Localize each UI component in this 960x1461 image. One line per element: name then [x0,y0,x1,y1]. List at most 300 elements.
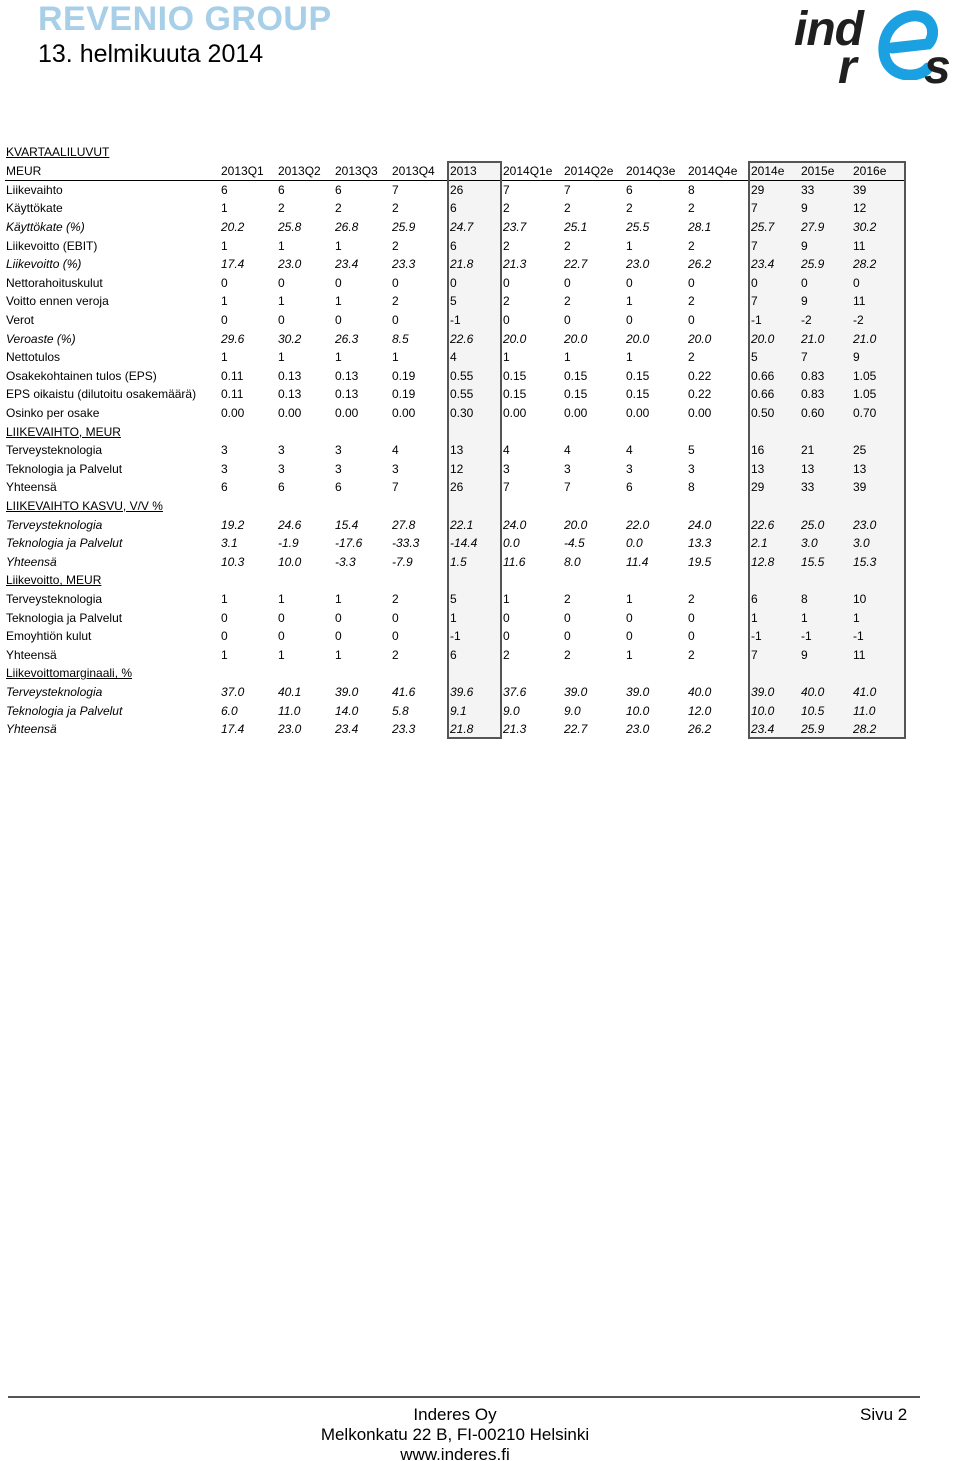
table-cell [563,497,625,516]
table-cell: 26.2 [688,257,712,272]
table-cell: -1.9 [278,536,299,551]
table-cell: 1 [278,350,285,365]
table-cell: 0 [503,275,510,290]
table-title-row [5,143,905,162]
table-cell: 37.0 [221,684,245,699]
table-cell: 23.0 [852,515,905,534]
table-cell [277,571,334,590]
table-cell: 0.55 [448,385,501,404]
table-cell [800,664,852,683]
table-cell: 0.70 [852,404,905,423]
table-cell: -17.6 [335,536,363,551]
table-cell [563,422,625,441]
table-cell: 2 [392,201,399,216]
table-cell [501,571,563,590]
table-cell: 0.60 [800,404,852,423]
table-cell [334,497,391,516]
table-cell: 25.7 [749,218,800,237]
table-cell: 19.2 [221,517,245,532]
table-cell: -1 [800,627,852,646]
table-row [5,534,905,553]
table-cell: 24.7 [448,218,501,237]
table-cell: 0 [392,610,399,625]
table-cell: 29 [749,181,800,200]
table-cell: 0.66 [749,367,800,386]
table-cell [501,422,563,441]
table-cell: 0.00 [564,406,588,421]
table-cell: 1.05 [852,385,905,404]
table-row [5,348,905,367]
table-cell: 22.1 [448,515,501,534]
table-cell: 2 [278,201,285,216]
table-cell: 2 [335,201,342,216]
table-cell: 2 [688,294,695,309]
table-cell: 9 [800,645,852,664]
table-row [5,645,905,664]
table-cell: -1 [852,627,905,646]
table-cell: 1 [278,238,285,253]
row-label: Terveysteknologia [6,517,103,532]
table-cell: 0 [503,313,510,328]
page-number: Sivu 2 [860,1405,908,1424]
table-cell: 0 [688,610,695,625]
table-cell: 21.3 [503,257,527,272]
table-cell: 37.6 [503,684,527,699]
table-cell: 2 [392,647,399,662]
table-cell: 7 [749,199,800,218]
table-cell: 6 [221,183,228,198]
row-label: Yhteensä [6,480,57,495]
table-cell: 23.4 [749,720,800,739]
column-header: 2013Q2 [277,162,334,181]
table-cell [334,422,391,441]
table-cell: 2 [626,201,633,216]
table-row [5,404,905,423]
row-label: Nettorahoituskulut [6,275,103,290]
table-cell [448,664,501,683]
table-cell: 9 [800,292,852,311]
table-cell: 2 [564,238,571,253]
table-cell: 10 [852,590,905,609]
column-header: 2013Q3 [334,162,391,181]
row-label: Liikevoittomarginaali, % [6,666,133,681]
table-cell: 1 [335,294,342,309]
table-cell: 0.13 [335,387,359,402]
table-cell [625,664,687,683]
table-cell: 33 [800,478,852,497]
row-label: Teknologia ja Palvelut [6,610,123,625]
row-label: Terveysteknologia [6,443,103,458]
table-cell: 23.7 [503,220,527,235]
table-cell: 0 [749,274,800,293]
table-cell: 17.4 [221,722,245,737]
table-cell: 1 [221,350,228,365]
table-cell [448,571,501,590]
table-row [5,497,905,516]
table-cell: 0.55 [448,367,501,386]
table-cell: 23.0 [278,257,302,272]
row-label: Veroaste (%) [6,331,76,346]
column-header: 2015e [800,162,852,181]
table-cell: 0.0 [626,536,643,551]
table-cell: 0 [688,313,695,328]
table-cell: 0 [564,610,571,625]
column-header: 2014Q2e [563,162,625,181]
table-cell: 25.9 [800,255,852,274]
table-cell: 2 [564,294,571,309]
table-cell: 0.22 [688,387,712,402]
table-cell: 20.0 [564,517,588,532]
table-cell: 22.7 [564,722,588,737]
table-cell: 0.19 [392,368,416,383]
table-cell: 23.4 [749,255,800,274]
table-row [5,552,905,571]
footer [250,1405,660,1461]
table-row [5,385,905,404]
column-header: 2013Q4 [391,162,448,181]
table-cell: 0.0 [503,536,520,551]
table-cell: 0.13 [278,368,302,383]
table-cell: 0.22 [688,368,712,383]
table-cell: 0 [335,275,342,290]
row-label: Liikevoitto, MEUR [6,573,102,588]
table-cell: 9.1 [448,701,501,720]
table-cell: 25.8 [278,220,302,235]
table-cell: 0.50 [749,404,800,423]
table-cell [448,422,501,441]
table-row [5,460,905,479]
table-cell: 2 [688,647,695,662]
table-cell: 5 [749,348,800,367]
table-cell: 9 [800,199,852,218]
table-cell: 20.0 [688,331,712,346]
table-row [5,367,905,386]
table-cell: 0 [688,629,695,644]
table-cell: 39.0 [626,684,650,699]
table-cell: -2 [852,311,905,330]
column-header: 2013Q1 [220,162,277,181]
footer-website[interactable]: www.inderes.fi [400,1445,510,1461]
table-cell: 6 [448,645,501,664]
table-cell [501,664,563,683]
table-cell: 5.8 [392,703,409,718]
table-cell: 0.30 [448,404,501,423]
report-date: 13. helmikuuta 2014 [38,40,264,68]
table-cell: 28.2 [852,720,905,739]
table-cell: 3 [278,443,285,458]
table-cell: 3 [335,461,342,476]
table-row [5,720,905,739]
table-cell: 2 [503,238,510,253]
table-cell: 1 [800,608,852,627]
table-cell: 5 [448,292,501,311]
table-cell: 2 [392,238,399,253]
table-cell: 3 [221,461,228,476]
table-cell: 0 [626,629,633,644]
table-cell: 1 [335,591,342,606]
row-label: Liikevoitto (EBIT) [6,238,98,253]
table-cell: 1 [221,294,228,309]
table-cell: 27.9 [800,218,852,237]
table-cell: 6 [221,480,228,495]
table-cell: 25.1 [564,220,588,235]
table-cell: -33.3 [392,536,420,551]
column-header: 2014Q3e [625,162,687,181]
table-cell: 0 [564,275,571,290]
table-cell: 40.1 [278,684,302,699]
table-cell: 0 [221,610,228,625]
table-row [5,199,905,218]
table-cell [625,571,687,590]
table-cell: 2 [688,350,695,365]
table-cell: 9 [800,236,852,255]
table-cell: 0 [278,313,285,328]
table-cell: 12.8 [749,552,800,571]
table-cell: 6 [335,480,342,495]
footer-company: Inderes Oy [413,1405,497,1424]
table-cell: 1.5 [448,552,501,571]
row-label: Osakekohtainen tulos (EPS) [6,368,157,383]
table-cell: 0 [392,313,399,328]
table-cell: 15.3 [852,552,905,571]
table-cell: 0.13 [278,387,302,402]
table-cell: 8.5 [392,331,409,346]
table-cell: 10.3 [221,554,245,569]
table-cell: 7 [749,292,800,311]
table-cell: 4 [626,443,633,458]
table-cell: 28.1 [688,220,712,235]
table-cell: 7 [392,183,399,198]
table-cell [687,422,749,441]
row-label: Teknologia ja Palvelut [6,536,123,551]
table-cell [448,497,501,516]
footer-divider [8,1396,920,1398]
table-cell: 3.0 [800,534,852,553]
table-cell: 6 [278,183,285,198]
table-cell: 15.5 [800,552,852,571]
row-label: Voitto ennen veroja [6,294,109,309]
table-cell: 30.2 [852,218,905,237]
table-cell: 2 [688,238,695,253]
company-title: REVENIO GROUP [38,0,332,38]
table-cell: 3 [688,461,695,476]
table-cell: 11.0 [278,703,301,718]
table-cell: 1 [278,647,285,662]
table-cell: 0 [564,313,571,328]
table-cell [277,497,334,516]
table-cell: 8 [800,590,852,609]
table-cell [220,664,277,683]
table-row [5,590,905,609]
table-cell: 2 [688,591,695,606]
table-cell: 1 [221,591,228,606]
table-cell: 4 [503,443,510,458]
table-cell: 0 [626,313,633,328]
row-label: Käyttökate [6,201,63,216]
table-cell: -3.3 [335,554,356,569]
quarterly-figures-table [5,143,906,739]
table-cell: 3 [392,461,399,476]
table-cell: 1 [626,350,633,365]
table-cell: 26 [448,478,501,497]
table-cell [852,571,905,590]
table-cell: -1 [448,311,501,330]
table-cell: 0.00 [221,406,245,421]
table-cell: 0.11 [221,387,244,402]
table-cell: 26.3 [335,331,359,346]
table-row [5,292,905,311]
table-cell: 0 [626,610,633,625]
table-cell [277,664,334,683]
column-header: 2014e [749,162,800,181]
table-cell: 20.0 [564,331,588,346]
table-cell: 1 [503,350,510,365]
table-cell: 16 [749,441,800,460]
table-cell: 40.0 [800,683,852,702]
table-cell: 7 [749,645,800,664]
table-cell: 1 [503,591,510,606]
table-cell: 6 [626,480,633,495]
table-cell: 1 [221,647,228,662]
table-cell: 2 [564,591,571,606]
table-cell: 0 [221,275,228,290]
table-row [5,627,905,646]
table-cell [501,497,563,516]
table-cell [749,422,800,441]
table-cell: 9.0 [503,703,520,718]
table-cell: 0.15 [626,387,650,402]
table-cell: 29.6 [221,331,245,346]
table-cell: 0.00 [626,406,650,421]
table-row [5,571,905,590]
row-label: EPS oikaistu (dilutoitu osakemäärä) [6,387,197,402]
table-cell: 17.4 [221,257,245,272]
table-row [5,255,905,274]
table-cell [800,571,852,590]
table-cell: 41.0 [852,683,905,702]
table-cell: 1 [278,294,285,309]
table-cell: 6 [448,199,501,218]
row-label: Teknologia ja Palvelut [6,703,123,718]
table-cell: 0 [626,275,633,290]
table-cell: 5 [448,590,501,609]
table-cell: 41.6 [392,684,416,699]
table-row [5,701,905,720]
table-cell: 21.3 [503,722,527,737]
table-cell: 26 [448,181,501,200]
table-cell: 0 [688,275,695,290]
table-cell: 12 [448,460,501,479]
table-row [5,274,905,293]
table-row [5,664,905,683]
column-header: 2014Q4e [687,162,749,181]
table-cell: 0.19 [392,387,416,402]
table-cell: 1 [749,608,800,627]
table-cell: 0 [392,275,399,290]
table-cell: 10.0 [278,554,302,569]
table-cell: 21.8 [448,255,501,274]
table-cell: 39.6 [448,683,501,702]
table-cell: 0.66 [749,385,800,404]
table-cell: 1.05 [852,367,905,386]
table-cell: 27.8 [392,517,416,532]
table-cell: 0.83 [800,367,852,386]
unit-label: MEUR [5,162,220,181]
table-row [5,441,905,460]
table-cell: 20.2 [221,220,245,235]
table-cell: 4 [448,348,501,367]
table-row [5,311,905,330]
table-cell: 22.6 [448,329,501,348]
row-label: Yhteensä [6,554,57,569]
table-cell: 2 [392,591,399,606]
table-cell: 19.5 [688,554,712,569]
table-cell: 1 [221,238,228,253]
table-cell: 39.0 [749,683,800,702]
table-cell: 1 [626,647,633,662]
table-cell: 0.00 [392,406,416,421]
table-cell: -1 [749,627,800,646]
table-cell: 3 [335,443,342,458]
table-cell: 21.0 [852,329,905,348]
table-cell: 22.0 [626,517,650,532]
table-cell: 4 [564,443,571,458]
table-cell [852,664,905,683]
table-cell: 2 [503,201,510,216]
table-row [5,236,905,255]
table-cell [749,571,800,590]
table-cell: 3 [221,443,228,458]
table-cell: 7 [503,480,510,495]
table-cell: 7 [749,236,800,255]
table-cell: 0.15 [564,368,588,383]
table-cell: 0.83 [800,385,852,404]
table-cell: 11.0 [852,701,905,720]
table-cell: 8 [688,480,695,495]
table-cell: 9.0 [564,703,581,718]
table-cell: 13 [852,460,905,479]
table-cell [687,497,749,516]
table-cell [687,571,749,590]
table-cell: 22.7 [564,257,588,272]
row-label: Teknologia ja Palvelut [6,461,123,476]
table-cell [563,664,625,683]
table-cell [687,664,749,683]
table-cell: 7 [564,480,571,495]
table-cell: 40.0 [688,684,712,699]
table-cell: 10.0 [749,701,800,720]
row-label: Terveysteknologia [6,684,103,699]
row-label: LIIKEVAIHTO KASVU, V/V % [6,498,163,513]
table-cell: 0.15 [503,368,527,383]
table-cell: 0 [852,274,905,293]
row-label: Terveysteknologia [6,591,103,606]
table-cell: 0 [335,629,342,644]
table-cell: 11 [852,236,905,255]
table-cell [563,571,625,590]
column-header: 2013 [448,162,501,181]
table-cell: 26.2 [688,722,712,737]
table-row [5,218,905,237]
table-cell: 24.6 [278,517,302,532]
table-cell: 11 [852,645,905,664]
table-cell [391,571,448,590]
column-header: 2014Q1e [501,162,563,181]
table-cell: 0 [278,629,285,644]
table-cell: 2 [503,647,510,662]
table-cell: 3 [503,461,510,476]
table-cell: 23.0 [278,722,302,737]
